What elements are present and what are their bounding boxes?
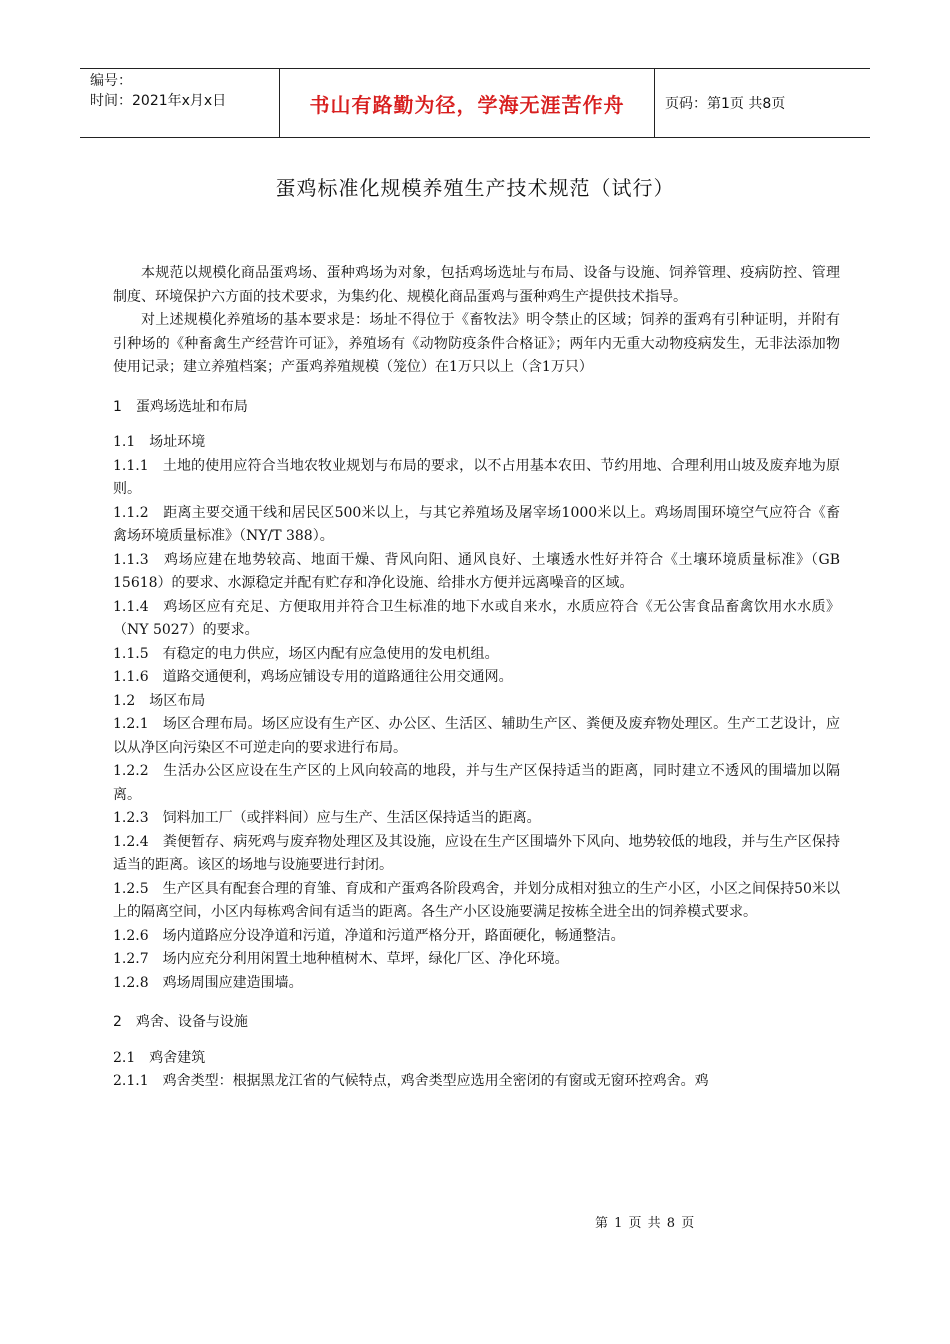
subsection-heading: 1.1 场址环境 bbox=[113, 434, 206, 450]
clause: 1.2.2 生活办公区应设在生产区的上风向较高的地段，并与生产区保持适当的距离，同时建立不透风的围墙加以隔离。 bbox=[113, 763, 840, 803]
clause: 1.2.7 场内应充分利用闲置土地种植树木、草坪，绿化厂区、净化环境。 bbox=[113, 951, 569, 967]
clause: 2.1.1 鸡舍类型：根据黑龙江省的气候特点，鸡舍类型应选用全密闭的有窗或无窗环控鸡舍。鸡 bbox=[113, 1073, 709, 1089]
subsection-heading: 2.1 鸡舍建筑 bbox=[113, 1049, 206, 1066]
clause: 1.1.6 道路交通便利，鸡场应铺设专用的道路通往公用交通网。 bbox=[113, 669, 513, 685]
header-motto: 书山有路勤为径，学海无涯苦作舟 bbox=[280, 69, 655, 137]
document-date: 时间：2021年x月x日 bbox=[90, 93, 227, 109]
clause: 1.1.4 鸡场区应有充足、方便取用并符合卫生标准的地下水或自来水，水质应符合《无公害食品畜禽饮用水水质》（NY 5027）的要求。 bbox=[113, 598, 840, 638]
document-title: 蛋鸡标准化规模养殖生产技术规范（试行） bbox=[275, 176, 675, 200]
section-heading: 2 鸡舍、设备与设施 bbox=[113, 1014, 248, 1030]
clause: 1.1.1 土地的使用应符合当地农牧业规划与布局的要求，以不占用基本农田、节约用地、合理利用山坡及废弃地为原则。 bbox=[113, 457, 840, 497]
subsection-heading: 1.2 场区布局 bbox=[113, 692, 206, 709]
clause: 1.1.3 鸡场应建在地势较高、地面干燥、背风向阳、通风良好、土壤透水性好并符合《土壤环境质量标准》（GB 15618）的要求、水源稳定并配有贮存和净化设施、给排水方便并远离噪音的区域。 bbox=[113, 551, 840, 591]
clause: 1.2.3 饲料加工厂（或拌料间）应与生产、生活区保持适当的距离。 bbox=[113, 810, 541, 826]
requirements-paragraph: 对上述规模化养殖场的基本要求是：场址不得位于《畜牧法》明令禁止的区域；饲养的蛋鸡有引种证明，并附有引种场的《种畜禽生产经营许可证》，养殖场有《动物防疫条件合格证》；两年内无重大动物疫病发生，无非法添加物使用记录；建立养殖档案；产蛋鸡养殖规模（笼位）在1万只以上（含1万只） bbox=[113, 312, 840, 375]
header-page-info: 页码：第1页 共8页 bbox=[665, 96, 786, 112]
intro-paragraph: 本规范以规模化商品蛋鸡场、蛋种鸡场为对象，包括鸡场选址与布局、设备与设施、饲养管理、疫病防控、管理制度、环境保护六方面的技术要求，为集约化、规模化商品蛋鸡与蛋种鸡生产提供技术指导。 bbox=[113, 265, 840, 305]
section-heading: 1 蛋鸡场选址和布局 bbox=[113, 398, 248, 415]
clause: 1.1.5 有稳定的电力供应，场区内配有应急使用的发电机组。 bbox=[113, 645, 499, 662]
page-footer: 第 1 页 共 8 页 bbox=[595, 1216, 696, 1231]
header-meta bbox=[80, 69, 280, 137]
clause: 1.2.1 场区合理布局。场区应设有生产区、办公区、生活区、辅助生产区、粪便及废弃物处理区。生产工艺设计，应以从净区向污染区不可逆走向的要求进行布局。 bbox=[113, 716, 840, 756]
document-number: 编号： bbox=[90, 73, 132, 89]
clause: 1.2.8 鸡场周围应建造围墙。 bbox=[113, 974, 303, 991]
page-header bbox=[80, 68, 870, 138]
clause: 1.2.6 场内道路应分设净道和污道，净道和污道严格分开，路面硬化，畅通整洁。 bbox=[113, 927, 625, 944]
clause: 1.2.5 生产区具有配套合理的育雏、育成和产蛋鸡各阶段鸡舍，并划分成相对独立的生产小区，小区之间保持50米以上的隔离空间，小区内每栋鸡舍间有适当的距离。各生产小区设施要满足按栋全进全出的饲养模式要求。 bbox=[113, 880, 840, 920]
document-body bbox=[113, 262, 840, 1094]
clause: 1.2.4 粪便暂存、病死鸡与废弃物处理区及其设施，应设在生产区围墙外下风向、地势较低的地段，并与生产区保持适当的距离。该区的场地与设施要进行封闭。 bbox=[113, 833, 840, 873]
clause: 1.1.2 距离主要交通干线和居民区500米以上，与其它养殖场及屠宰场1000米以上。鸡场周围环境空气应符合《畜禽场环境质量标准》（NY/T 388）。 bbox=[113, 504, 840, 544]
